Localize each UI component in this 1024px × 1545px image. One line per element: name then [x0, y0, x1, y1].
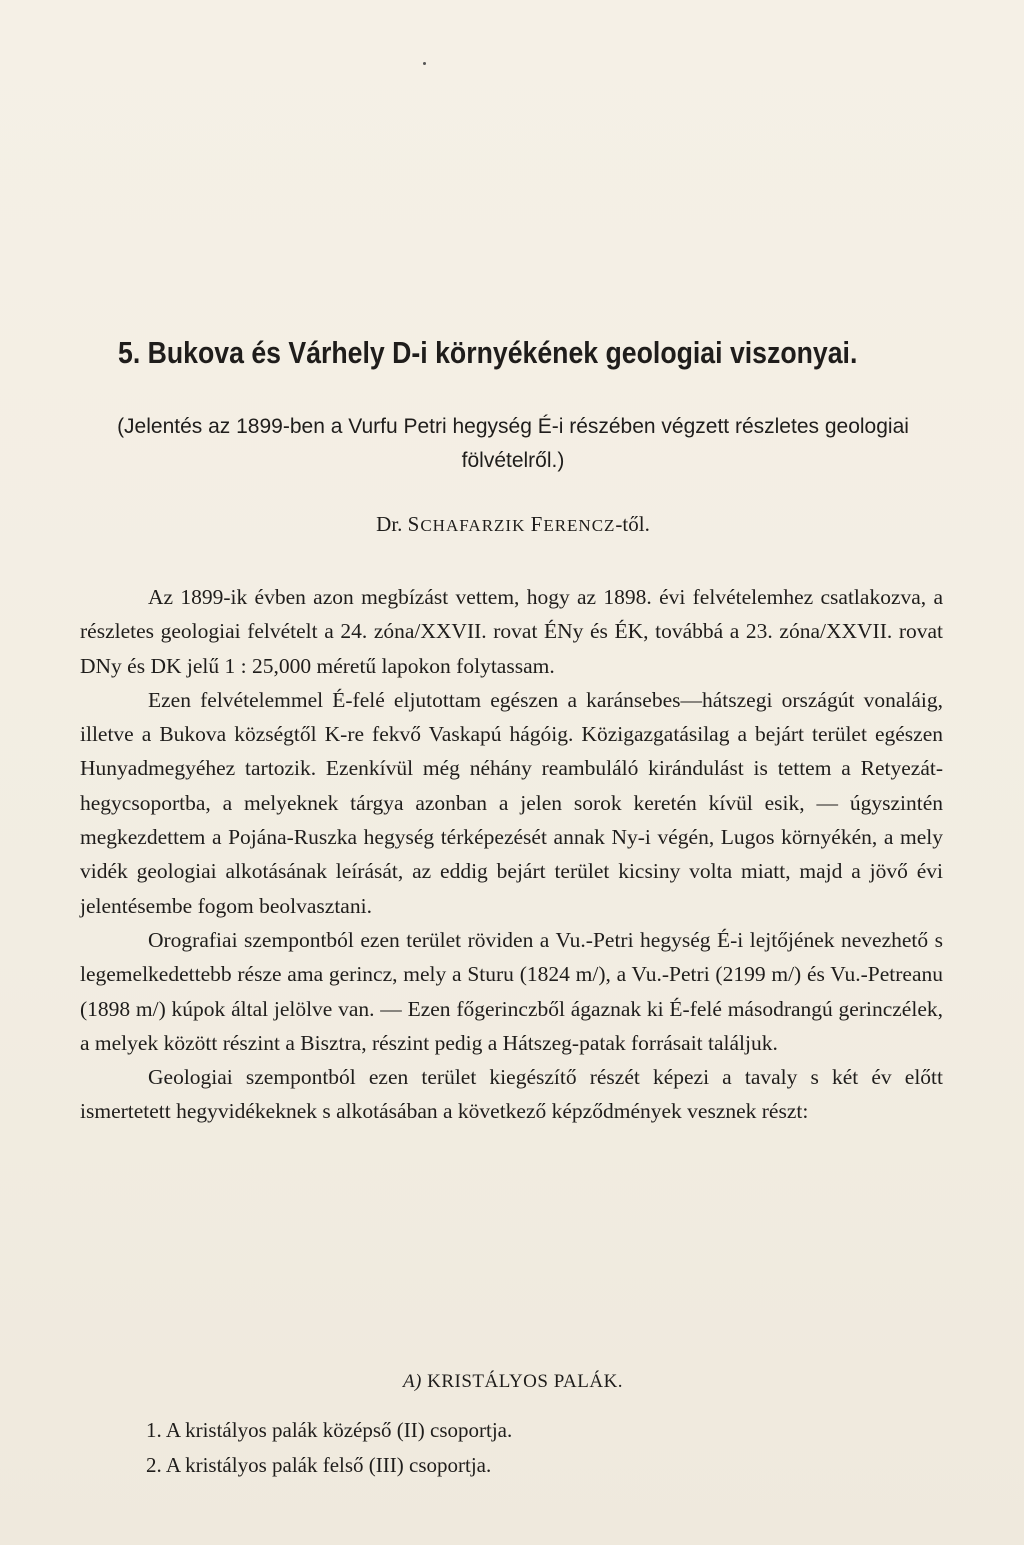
page-title: 5. Bukova és Várhely D-i környékének geologiai viszonyai.: [118, 335, 858, 370]
rock-group-list: [146, 1413, 846, 1483]
paragraph-3: Orografiai szempontból ezen terület röviden a Vu.-Petri hegység É-i lejtőjének nevezhető s legemelkedettebb része ama gerincz, mely a Sturu (1824 m/), a Vu.-Petri (2199 m/) és Vu.-Petreanu (1898 m/) kúpok által jelölve van. — Ezen főgerinczből ágaznak ki É-felé másodrangú gerinczélek, a melyek között részint a Bisztra, részint pedig a Hátszeg-patak forrásait találjuk.: [80, 927, 943, 1055]
section-title: KRISTÁLYOS PALÁK.: [427, 1371, 624, 1392]
list-item: 2. A kristályos palák felső (III) csoportja.: [146, 1453, 492, 1477]
author-name: SCHAFARZIK FERENCZ: [407, 512, 616, 536]
paragraph-4: Geologiai szempontból ezen terület kiegészítő részét képezi a tavaly s két év előtt ismertetett hegyvidékeknek s alkotásában a következő képződmények vesznek részt:: [80, 1065, 943, 1124]
section-heading: [80, 1371, 946, 1393]
report-subtitle: (Jelentés az 1899-ben a Vurfu Petri hegység É-i részében végzett részletes geologiai fölvételről.): [117, 415, 909, 472]
author-line: [80, 512, 946, 537]
paper-speck: [423, 62, 426, 65]
list-item: 1. A kristályos palák középső (II) csoportja.: [146, 1418, 513, 1442]
paragraph-2: Ezen felvételemmel É-felé eljutottam egészen a karánsebes—hátszegi országút vonaláig, illetve a Bukova községtől K-re fekvő Vaskapú hágóig. Közigazgatásilag a bejárt terület egészen Hunyadmegyéhez tartozik. Ezenkívül még néhány reambuláló kirándulást is tettem a Retyezát-hegycsoportba, a melyeknek tárgya azonban a jelen sorok keretén kívül esik, — úgyszintén megkezdettem a Pojána-Ruszka hegység térképezését annak Ny-i végén, Lugos környékén, a mely vidék geologiai alkotásának leírását, az eddig bejárt terület kicsiny volta miatt, majd a jövő évi jelentésembe fogom beolvasztani.: [80, 687, 943, 918]
section-letter: A): [402, 1371, 422, 1392]
body-text: [80, 580, 943, 1129]
paragraph-1: Az 1899-ik évben azon megbízást vettem, hogy az 1898. évi felvételemhez csatlakozva, a részletes geologiai felvételt a 24. zóna/XXVII. rovat ÉNy és ÉK, továbbá a 23. zóna/XXVII. rovat DNy és DK jelű 1 : 25,000 méretű lapokon folytassam.: [80, 585, 943, 678]
author-prefix: Dr.: [376, 512, 403, 536]
author-suffix: -től.: [615, 512, 650, 536]
